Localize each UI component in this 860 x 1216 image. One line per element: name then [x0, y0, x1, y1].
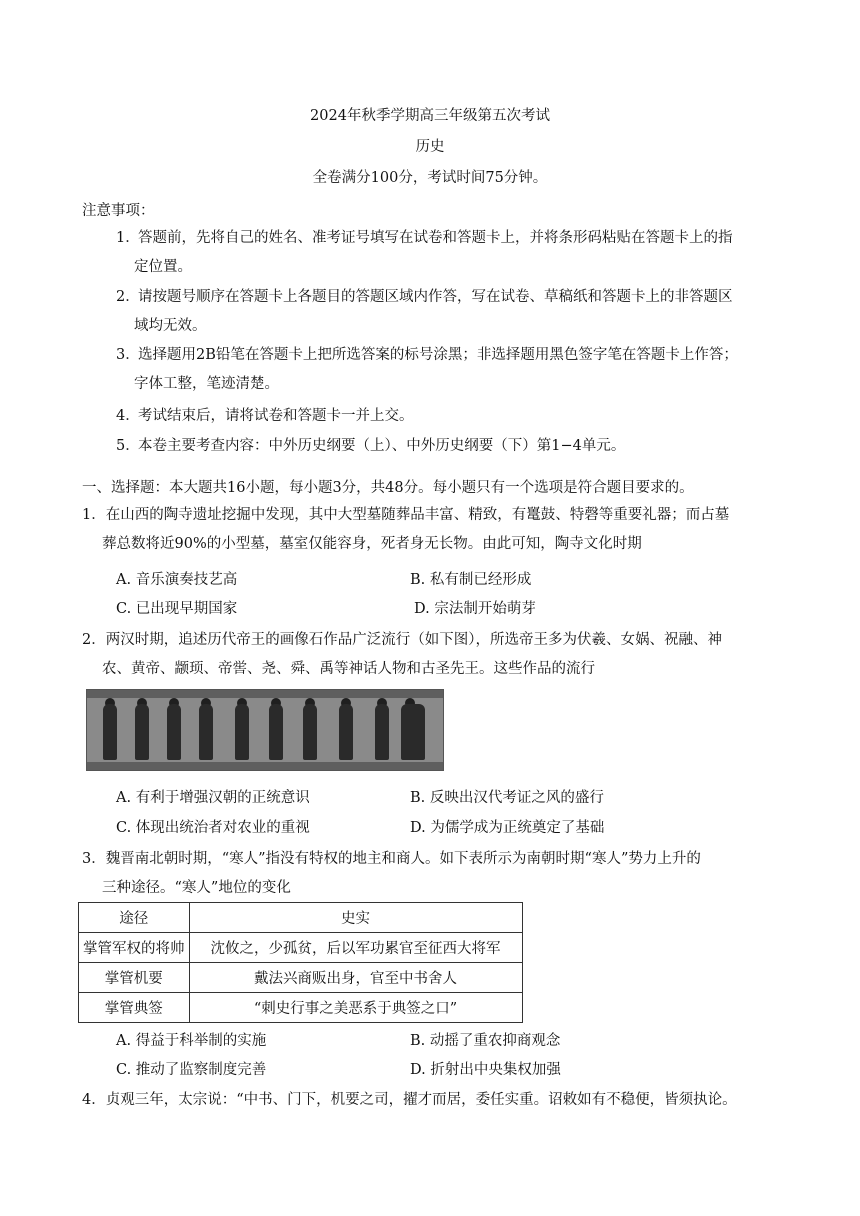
- table-cell: 戴法兴商贩出身，官至中书舍人: [189, 963, 522, 993]
- table-header-cell: 途径: [79, 903, 190, 933]
- table-cell: 掌管典签: [79, 993, 190, 1023]
- table-row: [79, 963, 523, 993]
- q2-option-d: D. 为儒学成为正统奠定了基础: [410, 820, 605, 836]
- q2-option-b: B. 反映出汉代考证之风的盛行: [410, 790, 604, 806]
- q3-option-a: A. 得益于科举制的实施: [116, 1033, 267, 1049]
- notice-item-text: 选择题用2B铅笔在答题卡上把所选答案的标号涂黑；非选择题用黑色签字笔在答题卡上作答；: [138, 347, 738, 363]
- notice-item-text-cont: 定位置。: [134, 259, 192, 275]
- question-3: [82, 845, 782, 903]
- table-header-cell: 史实: [189, 903, 522, 933]
- notice-item-number: 4．: [116, 408, 140, 424]
- q1-option-b: B. 私有制已经形成: [410, 572, 532, 588]
- table-header-row: [79, 903, 523, 933]
- notice-item-2: [116, 283, 796, 341]
- notice-item-text-cont: 域均无效。: [134, 318, 207, 334]
- notice-item-text: 答题前，先将自己的姓名、准考证号填写在试卷和答题卡上，并将条形码粘贴在答题卡上的指: [138, 230, 733, 246]
- table-cell: 掌管机要: [79, 963, 190, 993]
- question-2: [82, 626, 782, 684]
- question-3-line-1: 3．魏晋南北朝时期，“寒人”指没有特权的地主和商人。如下表所示为南朝时期“寒人”势力上升的: [82, 851, 701, 867]
- notice-heading: 注意事项：: [82, 203, 155, 219]
- table-cell: “刺史行事之美恶系于典签之口”: [189, 993, 522, 1023]
- notice-item-number: 2．: [116, 289, 140, 305]
- table-cell: 沈攸之，少孤贫，后以军功累官至征西大将军: [189, 933, 522, 963]
- notice-item-4: [116, 402, 796, 431]
- notice-item-text: 考试结束后，请将试卷和答题卡一并上交。: [138, 408, 414, 424]
- exam-title: 2024年秋季学期高三年级第五次考试: [310, 108, 550, 124]
- notice-item-number: 3．: [116, 347, 140, 363]
- table-cell: 掌管军权的将帅: [79, 933, 190, 963]
- q2-option-c: C. 体现出统治者对农业的重视: [116, 820, 310, 836]
- q2-option-a: A. 有利于增强汉朝的正统意识: [116, 790, 310, 806]
- q3-option-c: C. 推动了监察制度完善: [116, 1062, 267, 1078]
- q3-option-b: B. 动摇了重农抑商观念: [410, 1033, 561, 1049]
- question-2-line-1: 2．两汉时期，追述历代帝王的画像石作品广泛流行（如下图），所选帝王多为伏羲、女娲、祝融、神: [82, 632, 722, 648]
- notice-item-text: 本卷主要考查内容：中外历史纲要（上）、中外历史纲要（下）第1−4单元。: [138, 438, 626, 454]
- section-heading: 一、选择题：本大题共16小题，每小题3分，共48分。每小题只有一个选项是符合题目要求的。: [82, 480, 694, 496]
- question-1-line-1: 1．在山西的陶寺遗址挖掘中发现，其中大型墓随葬品丰富、精致，有鼍鼓、特磬等重要礼器；而占墓: [82, 507, 730, 523]
- notice-item-5: [116, 432, 796, 461]
- table-row: [79, 933, 523, 963]
- notice-item-3: [116, 341, 796, 399]
- question-4-line-1: 4．贞观三年，太宗说：“中书、门下，机要之司，擢才而居，委任实重。诏敕如有不稳便，皆须执论。: [82, 1092, 737, 1108]
- notice-item-number: 5．: [116, 438, 140, 454]
- question-1-line-2: 葬总数将近90%的小型墓，墓室仅能容身，死者身无长物。由此可知，陶寺文化时期: [102, 536, 642, 552]
- han-stone-relief-image: [86, 689, 444, 771]
- notice-item-number: 1．: [116, 230, 140, 246]
- exam-subject: 历史: [415, 139, 445, 155]
- notice-item-1: [116, 224, 796, 282]
- q1-option-c: C. 已出现早期国家: [116, 601, 238, 617]
- question-3-line-2: 三种途径。“寒人”地位的变化: [102, 880, 291, 896]
- table-row: [79, 993, 523, 1023]
- history-table: [78, 902, 523, 1023]
- q1-option-a: A. 音乐演奏技艺高: [116, 572, 238, 588]
- q3-option-d: D. 折射出中央集权加强: [410, 1062, 561, 1078]
- question-2-line-2: 农、黄帝、颛顼、帝喾、尧、舜、禹等神话人物和古圣先王。这些作品的流行: [102, 661, 595, 677]
- question-1: [82, 501, 782, 559]
- notice-item-text: 请按题号顺序在答题卡上各题目的答题区域内作答，写在试卷、草稿纸和答题卡上的非答题区: [138, 289, 733, 305]
- notice-item-text-cont: 字体工整，笔迹清楚。: [134, 376, 279, 392]
- q1-option-d: D. 宗法制开始萌芽: [414, 601, 536, 617]
- exam-info: 全卷满分100分，考试时间75分钟。: [312, 170, 548, 186]
